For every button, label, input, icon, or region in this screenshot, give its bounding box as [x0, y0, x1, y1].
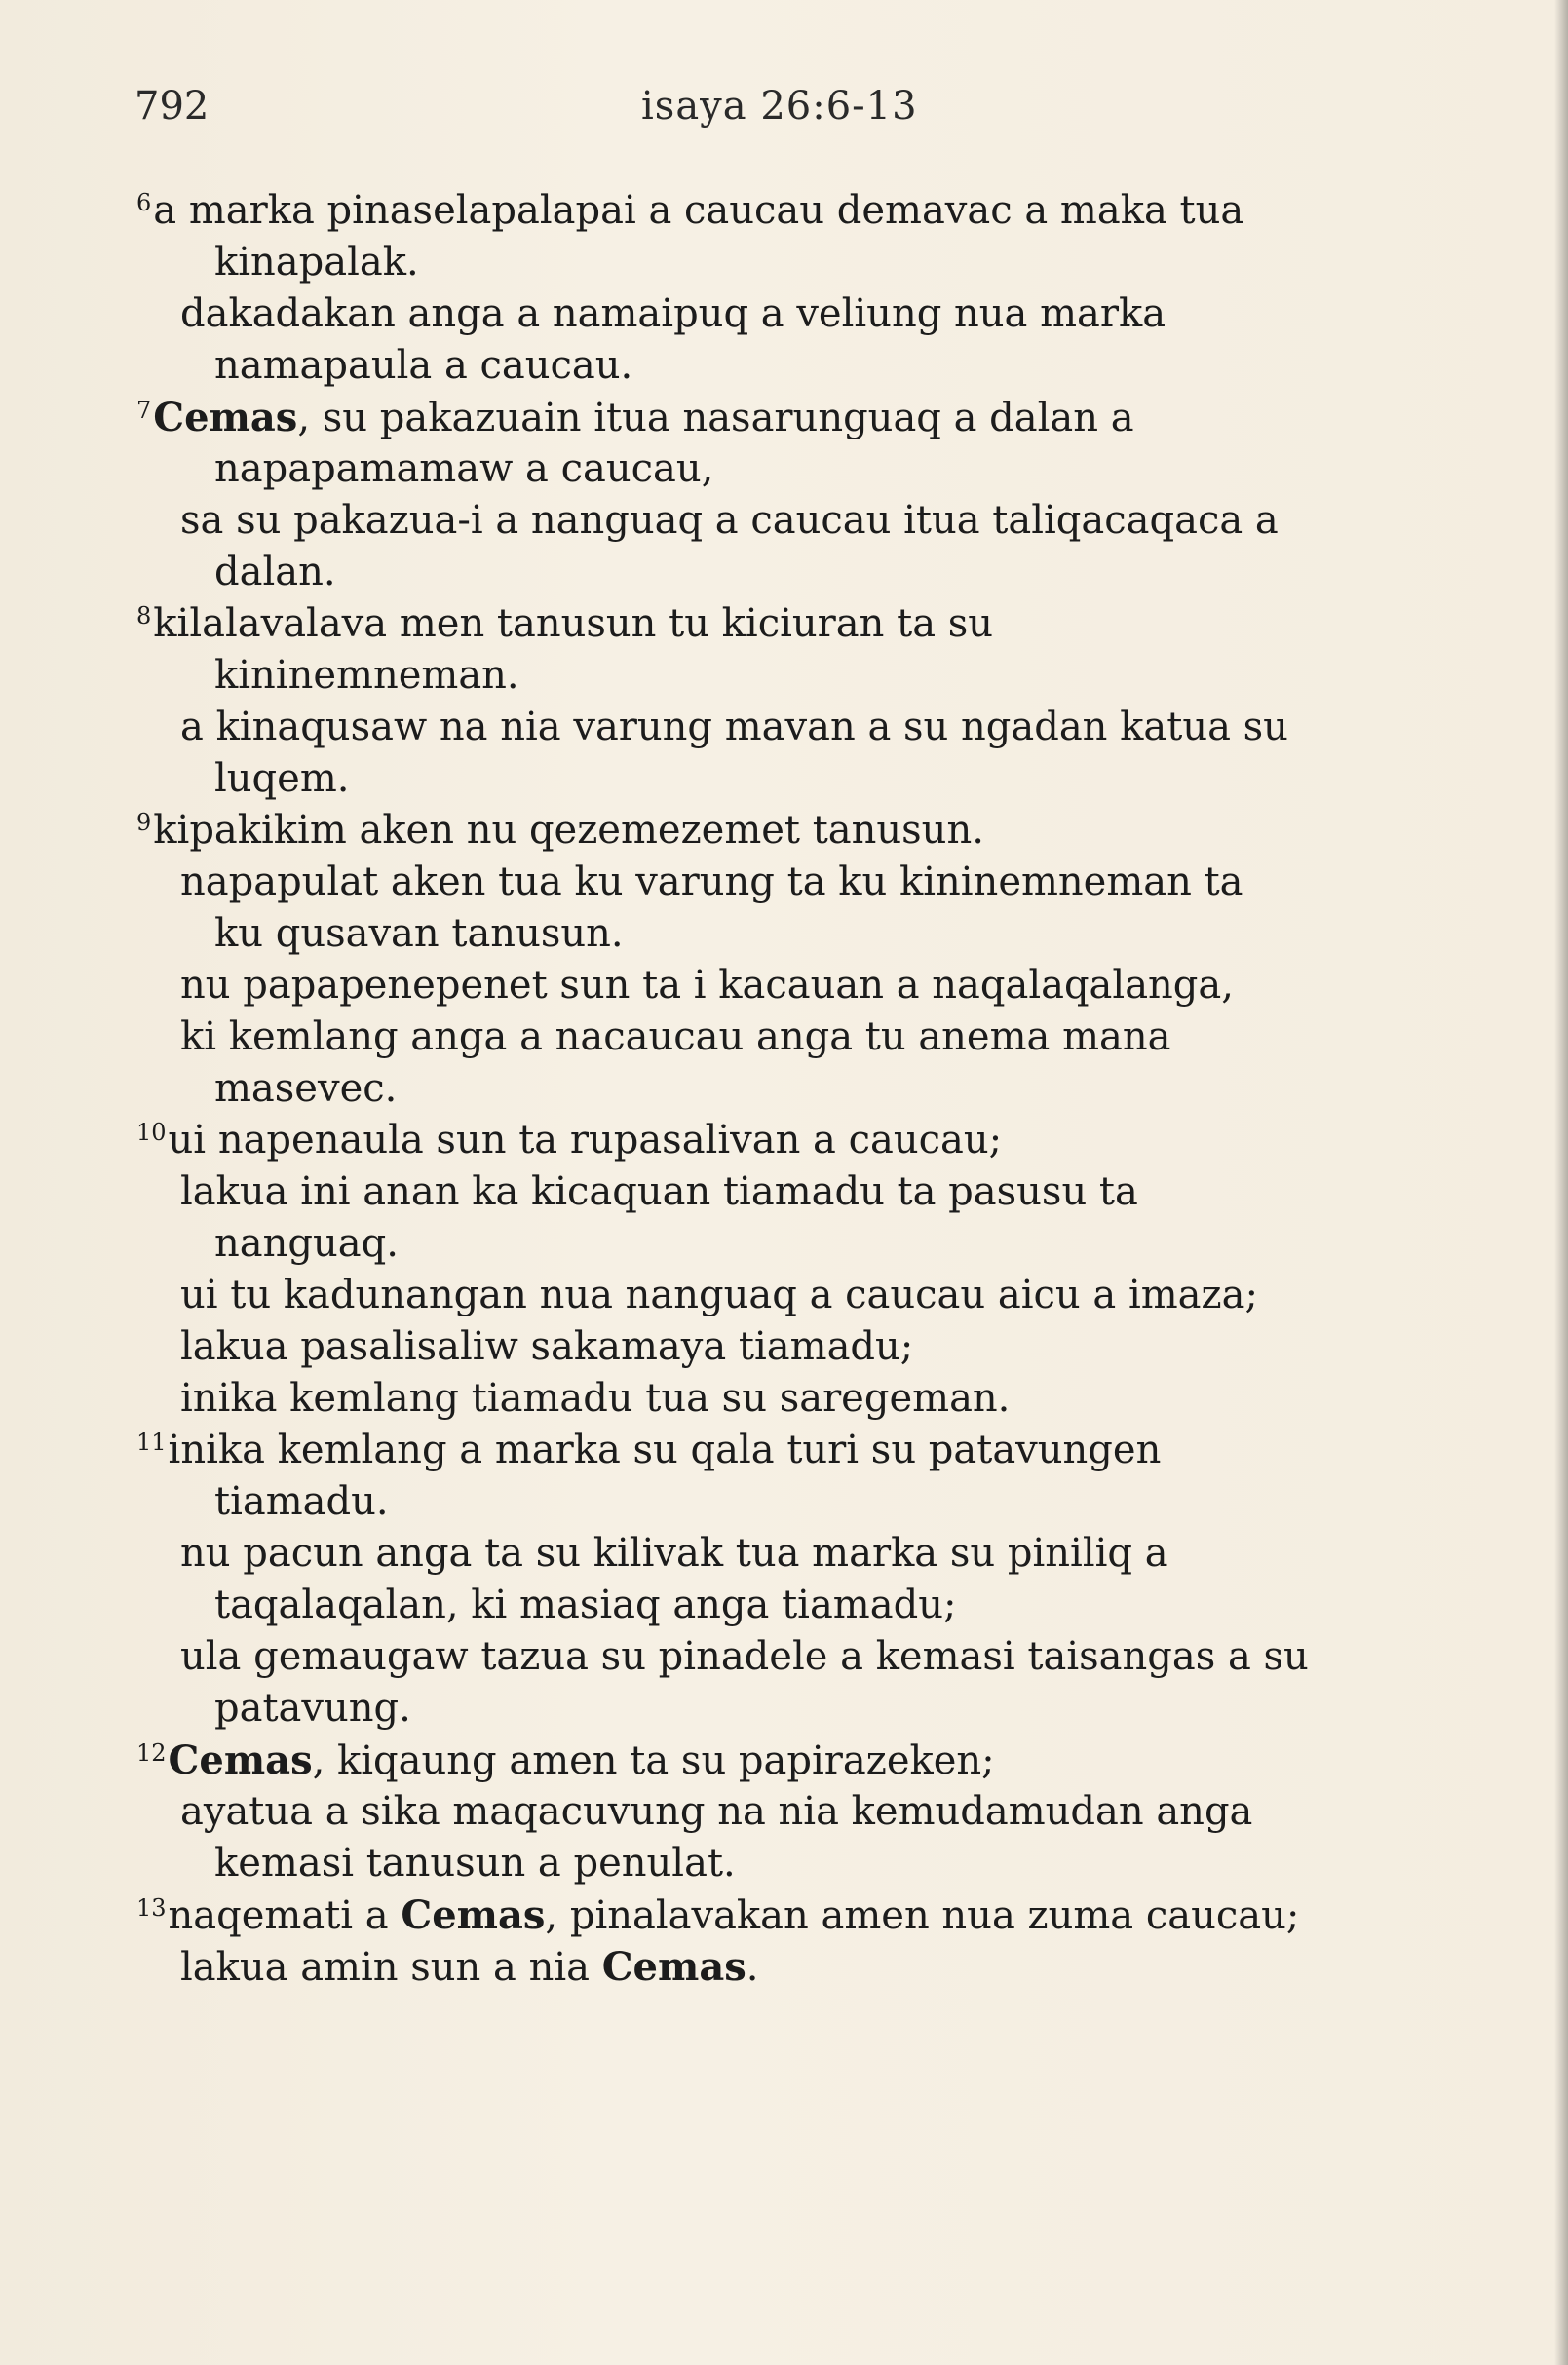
- line-text: lakua pasalisaliw sakamaya tiamadu;: [180, 1324, 914, 1369]
- line-text: napapamamaw a caucau,: [214, 446, 714, 491]
- divine-name: Cemas: [153, 395, 298, 440]
- line-text: tiamadu.: [214, 1479, 389, 1524]
- line-text: ula gemaugaw tazua su pinadele a kemasi taisangas a su: [180, 1634, 1309, 1679]
- line-text: nu papapenepenet sun ta i kacauan a naqalaqalanga,: [180, 963, 1234, 1008]
- line-text: napapulat aken tua ku varung ta ku kininemneman ta: [180, 859, 1243, 904]
- line-text: nanguaq.: [214, 1221, 399, 1266]
- line-text: sa su pakazua-i a nanguaq a caucau itua taliqacaqaca a: [180, 498, 1279, 543]
- divine-name: Cemas: [601, 1944, 746, 1990]
- line-text: kinapalak.: [214, 240, 419, 285]
- line-text: ui tu kadunangan nua nanguaq a caucau aicu a imaza;: [180, 1273, 1258, 1317]
- text-line: [136, 185, 1433, 237]
- text-line: [136, 237, 1433, 288]
- line-text: lakua amin sun a nia: [180, 1945, 602, 1990]
- text-line: [136, 1941, 1433, 1993]
- line-text: luqem.: [214, 756, 350, 801]
- line-text: dakadakan anga a namaipuq a veliung nua marka: [180, 291, 1166, 336]
- text-line: [136, 1683, 1433, 1735]
- line-text: a marka pinaselapalapai a caucau demavac a maka tua: [153, 188, 1244, 233]
- verse-number: 7: [136, 397, 152, 424]
- line-text: a kinaqusaw na nia varung mavan a su ngadan katua su: [180, 705, 1288, 749]
- text-line: [136, 392, 1433, 443]
- line-text: , kiqaung amen ta su papirazeken;: [312, 1738, 995, 1783]
- line-text: ku qusavan tanusun.: [214, 911, 624, 956]
- verse-number: 6: [136, 189, 152, 216]
- line-text: lakua ini anan ka kicaquan tiamadu ta pasusu ta: [180, 1169, 1138, 1214]
- verse-number: 12: [136, 1739, 167, 1767]
- text-line: [136, 1889, 1433, 1941]
- line-text: , su pakazuain itua nasarunguaq a dalan a: [297, 396, 1134, 440]
- text-line: [136, 1063, 1433, 1115]
- verse-number: 13: [136, 1894, 167, 1922]
- line-text: kilalavalava men tanusun tu kiciuran ta su: [153, 601, 994, 646]
- text-line: [136, 1786, 1433, 1838]
- line-text: masevec.: [214, 1066, 398, 1111]
- text-line: [136, 495, 1433, 547]
- line-text: inika kemlang tiamadu tua su saregeman.: [180, 1376, 1011, 1421]
- line-text: , pinalavakan amen nua zuma caucau;: [545, 1893, 1300, 1938]
- text-line: [136, 1373, 1433, 1425]
- text-line: [136, 1115, 1433, 1166]
- running-head: isaya 26:6-13: [641, 84, 918, 129]
- line-text: ki kemlang anga a nacaucau anga tu anema mana: [180, 1014, 1171, 1059]
- line-text: ayatua a sika maqacuvung na nia kemudamudan anga: [180, 1789, 1253, 1834]
- line-text: kipakikim aken nu qezemezemet tanusun.: [153, 808, 984, 853]
- line-text: dalan.: [214, 550, 336, 594]
- line-text: inika kemlang a marka su qala turi su patavungen: [168, 1428, 1162, 1472]
- text-line: [136, 908, 1433, 960]
- line-text: nu pacun anga ta su kilivak tua marka su piniliq a: [180, 1531, 1168, 1576]
- text-line: [136, 857, 1433, 908]
- text-line: [136, 650, 1433, 702]
- text-line: [136, 547, 1433, 598]
- page-number: 792: [134, 84, 210, 129]
- text-line: [136, 1270, 1433, 1321]
- page-edge-shadow: [1554, 0, 1568, 2365]
- text-line: [136, 598, 1433, 650]
- line-text: naqemati a: [168, 1893, 402, 1938]
- text-line: [136, 1528, 1433, 1580]
- text-line: [136, 702, 1433, 753]
- verse-number: 11: [136, 1429, 167, 1456]
- divine-name: Cemas: [168, 1737, 313, 1783]
- page-header: [134, 84, 1412, 142]
- text-line: [136, 1735, 1433, 1786]
- text-line: [136, 1580, 1433, 1631]
- text-line: [136, 805, 1433, 857]
- text-line: [136, 1838, 1433, 1889]
- text-line: [136, 960, 1433, 1011]
- text-line: [136, 443, 1433, 495]
- text-line: [136, 1218, 1433, 1270]
- line-text: kininemneman.: [214, 653, 519, 698]
- line-text: patavung.: [214, 1686, 411, 1731]
- text-line: [136, 340, 1433, 392]
- line-text: namapaula a caucau.: [214, 343, 633, 388]
- text-line: [136, 1425, 1433, 1476]
- line-text: ui napenaula sun ta rupasalivan a caucau;: [168, 1118, 1003, 1163]
- line-text: kemasi tanusun a penulat.: [214, 1841, 736, 1886]
- text-line: [136, 1166, 1433, 1218]
- verse-number: 9: [136, 809, 152, 836]
- verse-number: 8: [136, 602, 152, 629]
- text-line: [136, 1011, 1433, 1063]
- text-line: [136, 288, 1433, 340]
- line-text: .: [746, 1945, 759, 1990]
- divine-name: Cemas: [401, 1892, 546, 1938]
- text-line: [136, 753, 1433, 805]
- text-line: [136, 1631, 1433, 1683]
- line-text: taqalaqalan, ki masiaq anga tiamadu;: [214, 1583, 957, 1627]
- verse-number: 10: [136, 1119, 167, 1146]
- scripture-text: [136, 185, 1433, 1993]
- text-line: [136, 1321, 1433, 1373]
- text-line: [136, 1476, 1433, 1528]
